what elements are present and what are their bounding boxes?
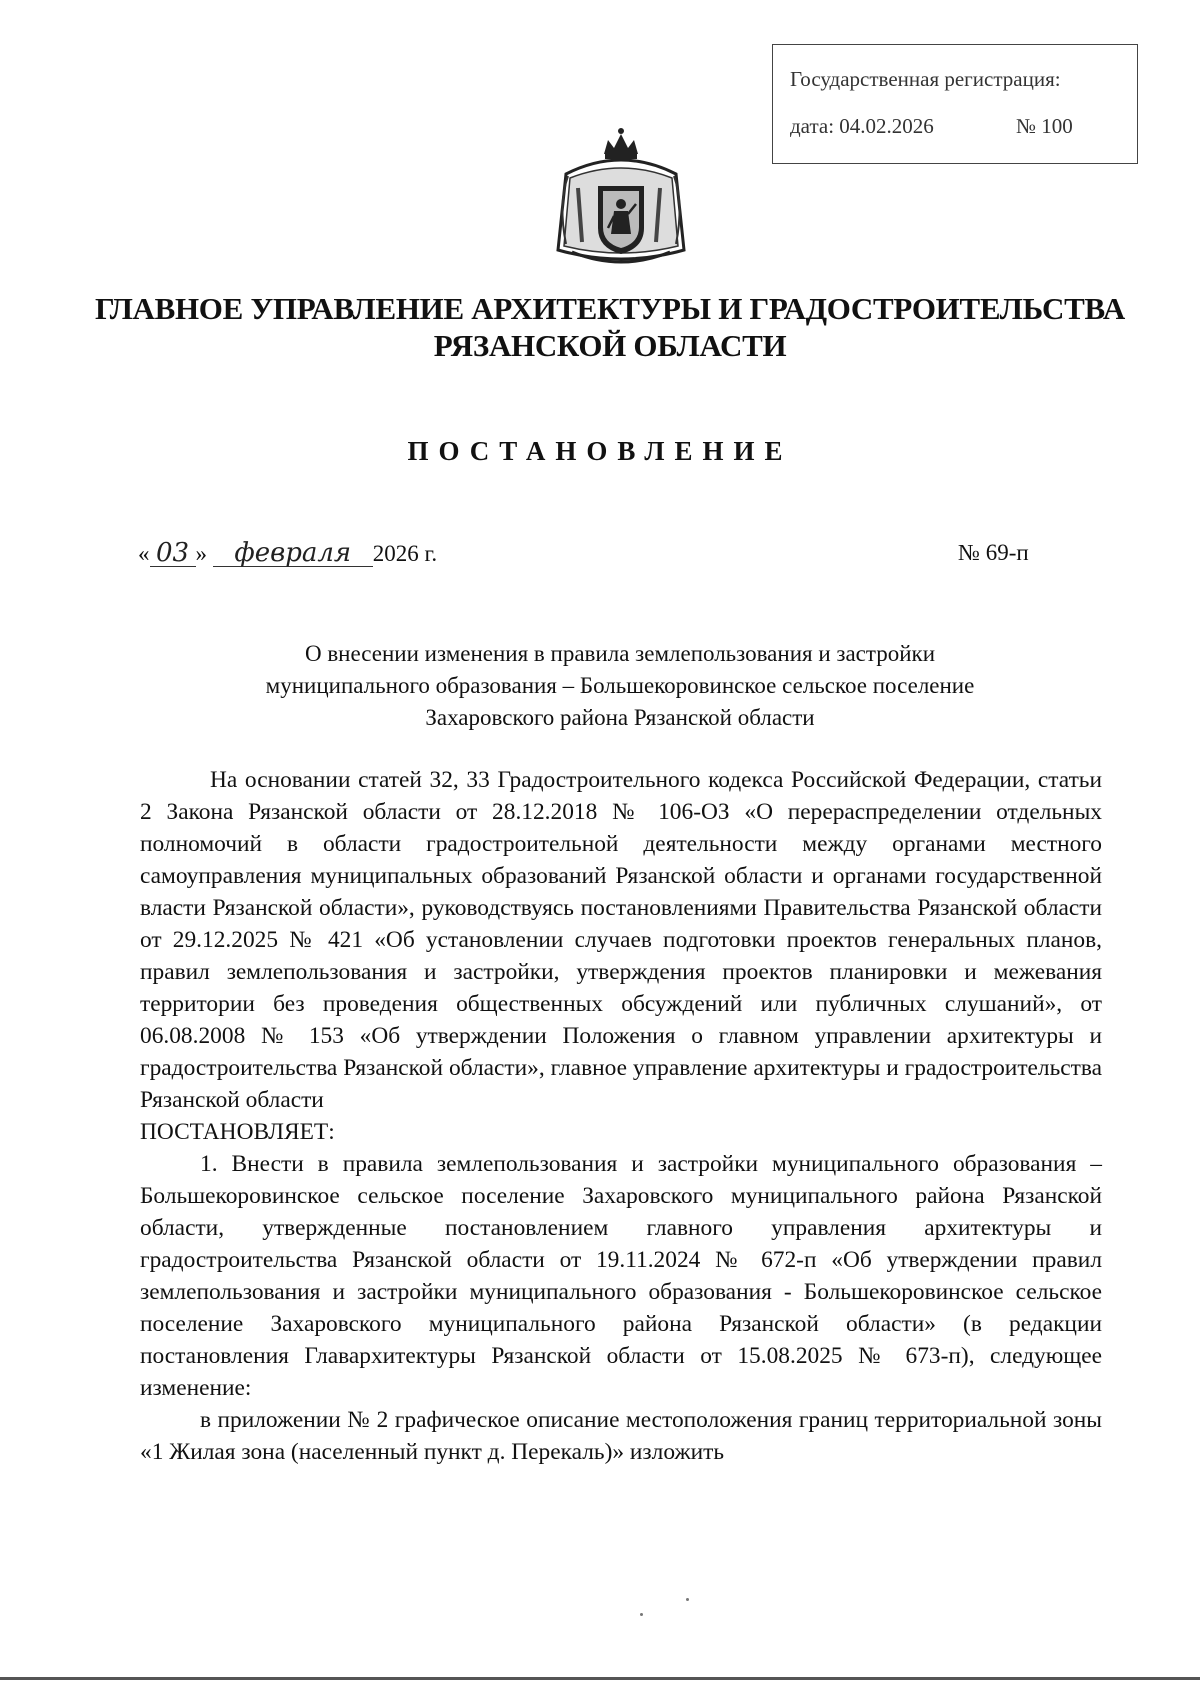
document-type-heading: ПОСТАНОВЛЕНИЕ xyxy=(407,436,793,466)
handwritten-day: 03 xyxy=(150,540,196,567)
registration-date: дата: 04.02.2026 xyxy=(790,114,934,138)
preamble-paragraph: На основании статей 32, 33 Градостроительного кодекса Российской Федерации, статьи 2 Закона Рязанской области от 28.12.2018 № 106-ОЗ «О перераспределении отдельных полномочий в области градостроительной деятельности между органами местного самоуправления муниципальных образований Рязанской области и органами государственной власти Рязанской области», руководствуясь постановлениями Правительства Рязанской области от 29.12.2025 № 421 «Об установлении случаев подготовки проектов генеральных планов, правил землепользования и застройки, утверждения проектов планировки и межевания территории без проведения общественных обсуждений или публичных слушаний», от 06.08.2008 № 153 «Об утверждении Положения о главном управлении архитектуры и градостроительства Рязанской области», главное управление архитектуры и градостроительства Рязанской области xyxy=(140,767,1102,1113)
document-subject xyxy=(140,638,1100,734)
registration-number: № 100 xyxy=(1016,114,1073,138)
date-open-quote: « xyxy=(138,541,150,566)
subject-line-1: О внесении изменения в правила землепользования и застройки xyxy=(304,641,936,666)
item-1-paragraph: 1. Внести в правила землепользования и застройки муниципального образования – Большекоровинское сельское поселение Захаровского муниципального района Рязанской области, утвержденные постановлением главного управления архитектуры и градостроительства Рязанской области от 19.11.2024 № 672-п «Об утверждении правил землепользования и застройки муниципального образования - Большекоровинское сельское поселение Захаровского муниципального района Рязанской области» (в редакции постановления Главархитектуры Рязанской области от 15.08.2025 № 673-п), следующее изменение: xyxy=(140,1151,1102,1401)
date-close-quote: » xyxy=(195,541,207,566)
subject-line-3: Захаровского района Рязанской области xyxy=(425,705,815,730)
organization-title-line-2: РЯЗАНСКОЙ ОБЛАСТИ xyxy=(433,328,787,363)
document-number xyxy=(958,540,1029,566)
page-bottom-edge xyxy=(0,1677,1200,1680)
ryazan-coat-of-arms-icon xyxy=(548,124,694,272)
handwritten-number: 69-п xyxy=(985,540,1029,565)
document-body xyxy=(140,764,1102,1468)
resolves-word: ПОСТАНОВЛЯЕТ: xyxy=(140,1119,335,1145)
registration-title: Государственная регистрация: xyxy=(790,67,1061,91)
document-date xyxy=(138,540,437,567)
scan-speck xyxy=(686,1598,689,1601)
scan-speck xyxy=(640,1613,643,1616)
item-1-detail-paragraph: в приложении № 2 графическое описание местоположения границ территориальной зоны «1 Жилая зона (населенный пункт д. Перекаль)» изложить xyxy=(140,1407,1102,1465)
number-prefix: № xyxy=(958,540,980,565)
organization-title-line-1: ГЛАВНОЕ УПРАВЛЕНИЕ АРХИТЕКТУРЫ И ГРАДОСТРОИТЕЛЬСТВА xyxy=(94,291,1125,326)
date-year: 2026 г. xyxy=(372,541,438,566)
handwritten-month: февраля xyxy=(213,540,373,567)
registration-stamp xyxy=(772,44,1138,164)
subject-line-2: муниципального образования – Большекоровинское сельское поселение xyxy=(265,673,975,698)
